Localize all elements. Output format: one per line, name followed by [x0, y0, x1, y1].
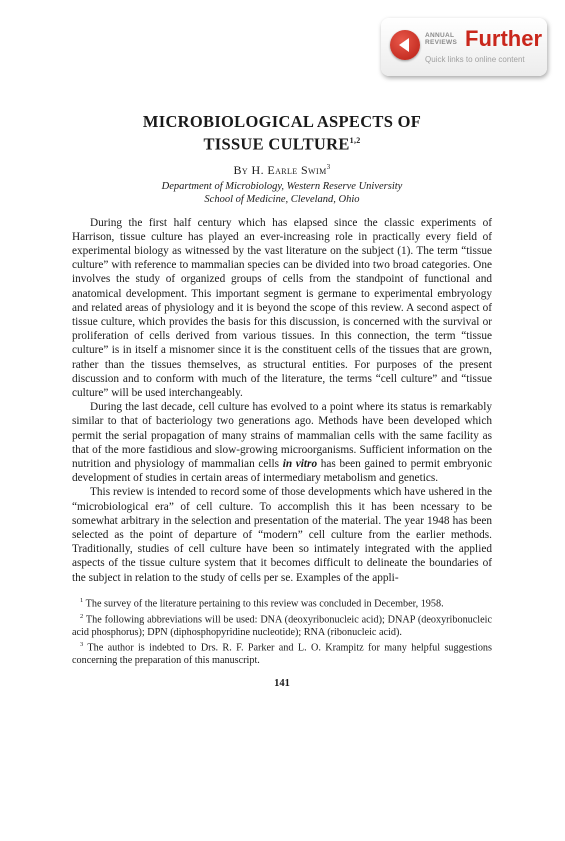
- footnotes: [72, 595, 492, 668]
- title-footnote-marks: 1,2: [349, 136, 361, 145]
- page-number: 141: [274, 677, 290, 689]
- publisher-label: ANNUAL REVIEWS: [425, 32, 458, 46]
- article-page: [72, 112, 492, 689]
- author-name: H. Earle Swim: [251, 162, 327, 177]
- paragraph-2: During the last decade, cell culture has evolved to a point where its status is remarkably similar to that of bacteriology two generations ago. Methods have been developed which permit the serial propagation of many strains of mammalian cells with the same facility as that of the more fastidious and slow-growing microorganisms. Sufficient information on the nutrition and physiology of mammalian cells in vitro has been gained to permit embryonic development of studies in certain areas of intermediary metabolism and genetics.: [72, 401, 493, 485]
- footnote-1: $^1$ The survey of the literature pertaining to this review was concluded in December, 1958.: [80, 596, 444, 610]
- badge-title: Further: [465, 26, 542, 51]
- footnote-3: $^3$ The author is indebted to Drs. R. F. Parker and L. O. Krampitz for many helpful suggestions concerning the preparation of this manuscript.: [72, 641, 492, 667]
- article-title: MICROBIOLOGICAL ASPECTS OF TISSUE CULTURE$^{1,2}$: [142, 112, 422, 154]
- affiliation: Department of Microbiology, Western Reserve University School of Medicine, Cleveland, Ohio: [161, 180, 403, 205]
- author-line: By H. Earle Swim$^3$: [233, 162, 331, 177]
- badge-subtitle: Quick links to online content: [425, 55, 525, 64]
- further-badge[interactable]: [381, 18, 547, 76]
- footnote-2: $^2$ The following abbreviations will be used: DNA (deoxyribonucleic acid); DNAP (deoxyribonucleic acid phosphorus); DPN (diphosphopyridine nucleotide); RNA (ribonucleic acid).: [72, 612, 492, 638]
- back-arrow-icon[interactable]: [390, 30, 420, 60]
- paragraph-3: This review is intended to record some of those developments which have ushered in the “microbiological era” of cell culture. To accomplish this it has been ncessary to be somewhat arbitrary in the selection and presentation of the material. The year 1948 has been selected as the point of departure of “modern” cell culture from the earlier methods. Traditionally, studies of cell culture have been so intimately integrated with the applied aspects of the tissue culture system that it becomes difficult to delineate the boundaries of the subject in relation to the study of cells per se. Examples of the appli-: [72, 486, 492, 584]
- paragraph-1: During the first half century which has elapsed since the classic experiments of Harrison, tissue culture has played an ever-increasing role in practically every field of experimental biology as witnessed by the vast literature on the subject (1). The term “tissue culture” with reference to mammalian species can be divided into two broad categories. One involves the study of organized groups of cells from the standpoint of functional and anatomical development. This important segment is germane to experimental embryology and related areas of physiology and it is beyond the scope of this review. A second aspect of tissue culture, which provides the basis for this discussion, is concerned with the survival or proliferation of cells derived from various tissues. In this connection, the term “tissue culture” is in itself a misnomer since it is the constituent cells of the tissues that are grown, rather than the tissues themselves, as structural entities. For purposes of the present discussion and to conform with much of the literature, the terms “cell culture” and “tissue culture” will be used interchangeably.: [72, 216, 492, 399]
- article-body: [72, 216, 492, 585]
